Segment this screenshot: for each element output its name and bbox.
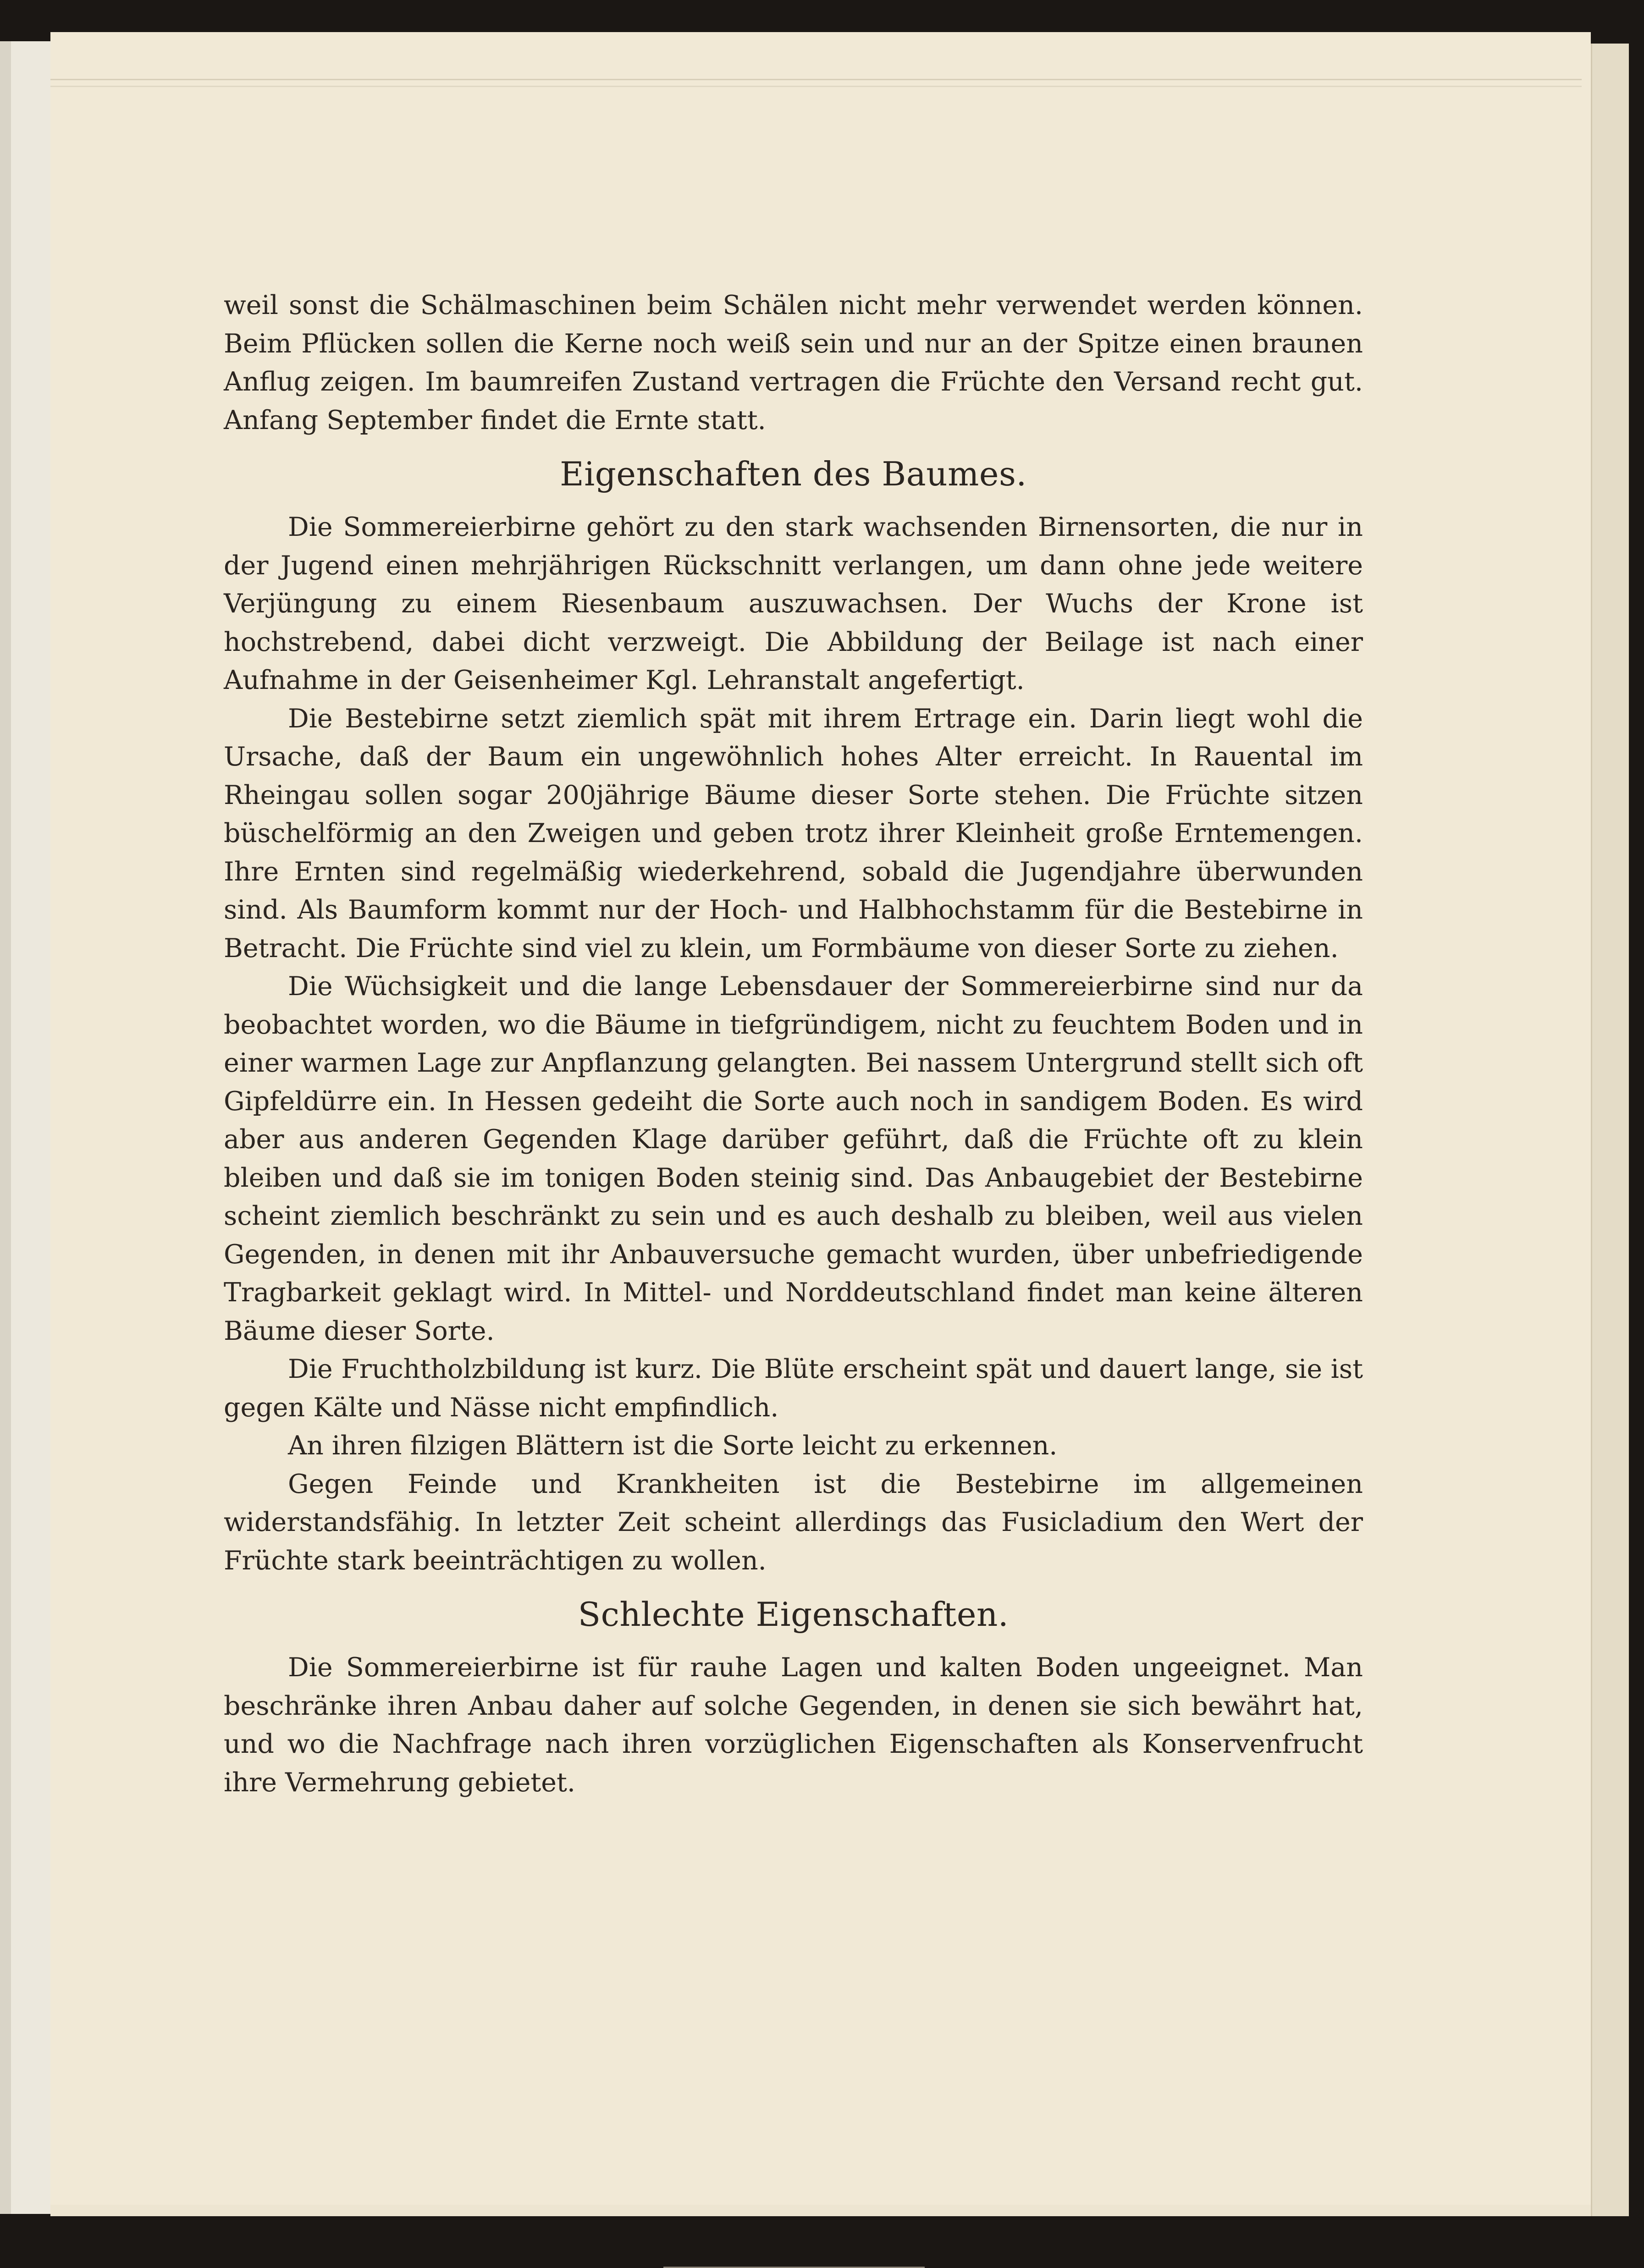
paragraph: Die Bestebirne setzt ziemlich spät mit ihrem Ertrage ein. Darin liegt wohl die Ursache, daß der Baum ein ungewöhnlich hohes Alter erreicht. In Rauental im Rheingau sollen sogar 200jährige Bäume dieser Sorte stehen. Die Früchte sitzen büschelförmig an den Zweigen und geben trotz ihrer Kleinheit große Erntemengen. Ihre Ernten sind regelmäßig wiederkehrend, sobald die Jugendjahre überwunden sind. Als Baumform kommt nur der Hoch- und Halbhochstamm für die Bestebirne in Betracht. Die Früchte sind viel zu klein, um Formbäume von dieser Sorte zu ziehen. [224, 703, 1363, 963]
document-body [224, 286, 1363, 1802]
paragraph: Die Sommereierbirne gehört zu den stark wachsenden Birnensorten, die nur in der Jugend einen mehrjährigen Rückschnitt verlangen, um dann ohne jede weitere Verjüngung zu einem Riesenbaum auszuwachsen. Der Wuchs der Krone ist hochstrebend, dabei dicht verzweigt. Die Abbildung der Beilage ist nach einer Aufnahme in der Geisenheimer Kgl. Lehranstalt angefertigt. [224, 512, 1363, 695]
paragraph: An ihren filzigen Blättern ist die Sorte leicht zu erkennen. [288, 1431, 1058, 1461]
intro-paragraph: weil sonst die Schälmaschinen beim Schälen nicht mehr verwendet werden können. Beim Pflücken sollen die Kerne noch weiß sein und nur an der Spitze einen braunen Anflug zeigen. Im baumreifen Zustand vertragen die Früchte den Versand recht gut. Anfang September findet die Ernte statt. [224, 290, 1363, 435]
page-top-crease [50, 79, 1582, 87]
section-heading-bad-properties: Schlechte Eigenschaften. [578, 1595, 1009, 1634]
paragraph: Gegen Feinde und Krankheiten ist die Bestebirne im allgemeinen widerstandsfähig. In letzter Zeit scheint allerdings das Fusicladium den Wert der Früchte stark beeinträchtigen zu wollen. [224, 1469, 1363, 1576]
adjacent-page-edge [0, 41, 53, 2214]
paragraph: Die Wüchsigkeit und die lange Lebensdauer der Sommereierbirne sind nur da beobachtet worden, wo die Bäume in tiefgründigem, nicht zu feuchtem Boden und in einer warmen Lage zur Anpflanzung gelangten. Bei nassem Untergrund stellt sich oft Gipfeldürre ein. In Hessen gedeiht die Sorte auch noch in sandigem Boden. Es wird aber aus anderen Gegenden Klage darüber geführt, daß die Früchte oft zu klein bleiben und daß sie im tonigen Boden steinig sind. Das Anbaugebiet der Bestebirne scheint ziemlich beschränkt zu sein und es auch deshalb zu bleiben, weil aus vielen Gegenden, in denen mit ihr Anbauversuche gemacht wurden, über unbefriedigende Tragbarkeit geklagt wird. In Mittel- und Norddeutschland findet man keine älteren Bäume dieser Sorte. [224, 971, 1363, 1346]
underlying-page-edge [1591, 44, 1629, 2216]
paragraph: Die Sommereierbirne ist für rauhe Lagen und kalten Boden ungeeignet. Man beschränke ihren Anbau daher auf solche Gegenden, in denen sie sich bewährt hat, und wo die Nachfrage nach ihren vorzüglichen Eigenschaften als Konservenfrucht ihre Vermehrung gebietet. [224, 1652, 1363, 1798]
section-heading-tree-properties: Eigenschaften des Baumes. [560, 455, 1027, 493]
paragraph: Die Fruchtholzbildung ist kurz. Die Blüte erscheint spät und dauert lange, sie ist gegen Kälte und Nässe nicht empfindlich. [224, 1354, 1363, 1423]
